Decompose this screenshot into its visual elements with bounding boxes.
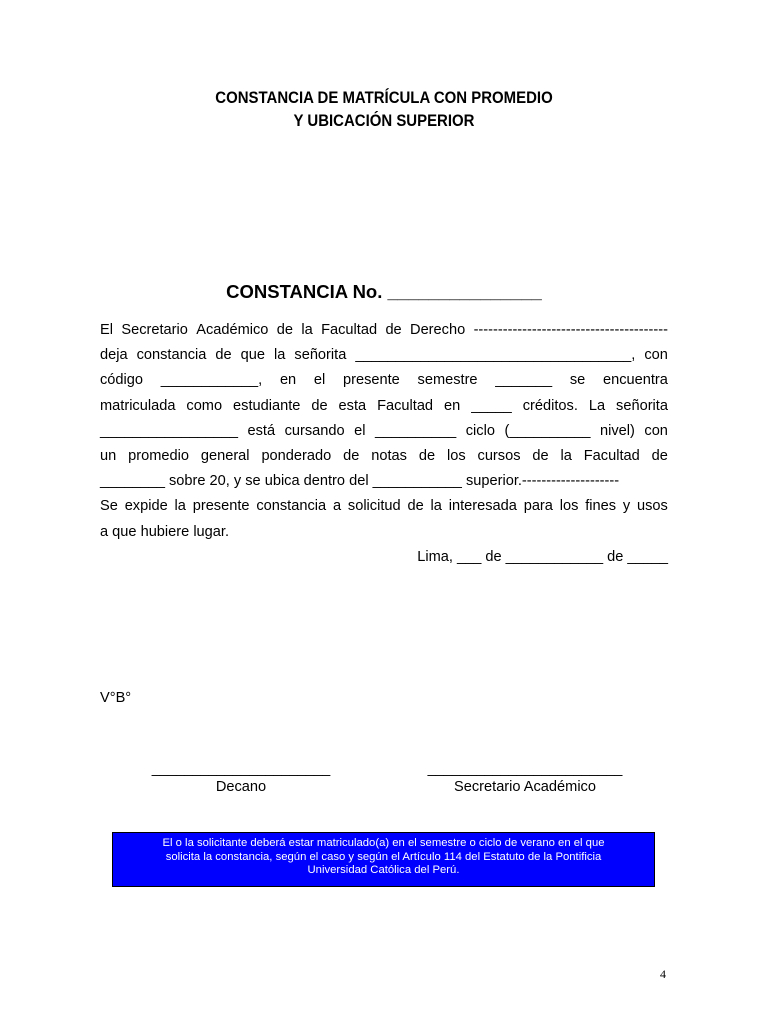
document-title-line-2: Y UBICACIÓN SUPERIOR: [293, 111, 475, 130]
notice-line-1: El o la solicitante deberá estar matriculado(a) en el semestre o ciclo de verano en el que: [162, 837, 605, 849]
signature-secretary-line: ________________________: [427, 761, 623, 777]
body-word: ----------------------------------------: [473, 322, 668, 338]
body-word: nivel): [600, 422, 635, 439]
body-word: código: [100, 372, 144, 389]
body-word: usos: [637, 498, 668, 515]
constancia-number-heading: CONSTANCIA No. _______________: [226, 281, 542, 302]
body-word: la: [301, 322, 313, 338]
body-word: constancia: [136, 347, 207, 364]
body-word: de: [407, 498, 424, 515]
body-word: un: [100, 448, 117, 465]
body-word: los: [446, 448, 466, 465]
body-word: de: [215, 347, 232, 364]
body-word: Se: [100, 498, 118, 515]
body-word: promedio: [128, 448, 189, 465]
body-word: ____________,: [160, 372, 263, 389]
body-word: cursando: [284, 422, 345, 439]
body-word: ponderado: [261, 448, 332, 465]
enrollment-notice-box: [112, 832, 655, 887]
signature-dean-label: Decano: [215, 779, 267, 795]
body-word: con: [644, 347, 668, 364]
body-word: Facultad: [321, 322, 378, 338]
body-word: presente: [343, 372, 400, 389]
body-word: Facultad: [377, 397, 434, 414]
body-line-5: [100, 419, 668, 444]
body-line-7-text: ________ sobre 20, y se ubica dentro del ___________ superior.--------------------: [100, 473, 620, 490]
body-line-6: [100, 444, 668, 469]
body-word: _______: [495, 372, 553, 389]
body-word: de: [651, 448, 668, 465]
body-word: solicitud: [347, 498, 401, 515]
document-title: [46, 86, 722, 132]
body-word: créditos.: [522, 397, 578, 414]
body-word: de: [385, 322, 402, 338]
body-line-2: [100, 343, 668, 368]
date-line: [100, 545, 668, 570]
body-word: está: [247, 422, 276, 439]
body-word: semestre: [417, 372, 478, 389]
signature-dean-line: ______________________: [151, 761, 331, 777]
body-word: la: [560, 448, 572, 465]
body-word: en: [444, 397, 461, 414]
date-line-text: Lima, ___ de ____________ de _____: [417, 548, 668, 565]
notice-line-2: solicita la constancia, según el caso y según el Artículo 114 del Estatuto de la Pontificia: [165, 850, 602, 863]
body-word: para: [523, 498, 553, 515]
body-word: se: [569, 372, 586, 389]
body-line-9-text: a que hubiere lugar.: [100, 523, 230, 540]
body-word: de: [343, 448, 360, 465]
body-word: de: [276, 322, 294, 338]
body-word: matriculada: [100, 397, 176, 414]
body-word: los: [559, 498, 579, 515]
body-line-4: [100, 394, 668, 419]
body-word: como: [186, 397, 223, 414]
body-word: y: [622, 498, 631, 515]
body-word: cursos: [477, 448, 521, 465]
signature-secretary: [420, 760, 630, 796]
body-word: fines: [585, 498, 617, 515]
body-word: Facultad: [583, 448, 640, 465]
body-line-9: [100, 520, 668, 545]
body-word: la: [430, 498, 442, 515]
signature-secretary-label: Secretario Académico: [454, 779, 596, 795]
body-word: expide: [124, 498, 168, 515]
body-word: de: [311, 397, 328, 414]
body-word: _____: [471, 397, 512, 414]
body-word: El: [100, 322, 113, 338]
body-word: ciclo: [465, 422, 495, 439]
body-word: a: [332, 498, 342, 515]
body-word: esta: [338, 397, 367, 414]
certificate-body: [100, 318, 668, 570]
body-word: que: [240, 347, 266, 364]
body-word: __________: [375, 422, 457, 439]
body-word: Secretario: [121, 322, 188, 338]
body-word: notas: [371, 448, 407, 465]
body-word: la: [274, 347, 286, 364]
body-word: La: [588, 397, 606, 414]
body-line-7: [100, 469, 668, 494]
body-word: encuentra: [603, 372, 668, 389]
visto-bueno-label: V°B°: [100, 690, 132, 706]
body-word: de: [418, 448, 436, 465]
body-line-1: [100, 318, 668, 343]
body-word: señorita: [294, 347, 347, 364]
body-word: __________________________________,: [355, 347, 636, 364]
body-word: estudiante: [233, 397, 301, 414]
body-word: Académico: [196, 322, 269, 338]
body-word: con: [644, 422, 668, 439]
body-word: de: [532, 448, 549, 465]
body-word: el: [313, 372, 326, 389]
body-word: señorita: [616, 397, 668, 414]
body-word: deja: [100, 347, 128, 364]
body-word: el: [354, 422, 366, 439]
body-word: _________________: [100, 422, 238, 439]
body-word: la: [174, 498, 186, 515]
notice-line-3: Universidad Católica del Perú.: [307, 864, 460, 876]
body-word: general: [200, 448, 250, 465]
signature-dean: [145, 760, 337, 796]
body-word: Derecho: [410, 322, 466, 338]
document-title-line-1: CONSTANCIA DE MATRÍCULA CON PROMEDIO: [215, 88, 553, 107]
body-line-3: [100, 368, 668, 393]
body-word: interesada: [448, 498, 517, 515]
body-line-8: [100, 494, 668, 519]
page-number: 4: [660, 967, 666, 981]
body-word: en: [279, 372, 297, 389]
body-word: (__________: [504, 422, 591, 439]
body-word: constancia: [256, 498, 327, 515]
body-word: presente: [192, 498, 250, 515]
